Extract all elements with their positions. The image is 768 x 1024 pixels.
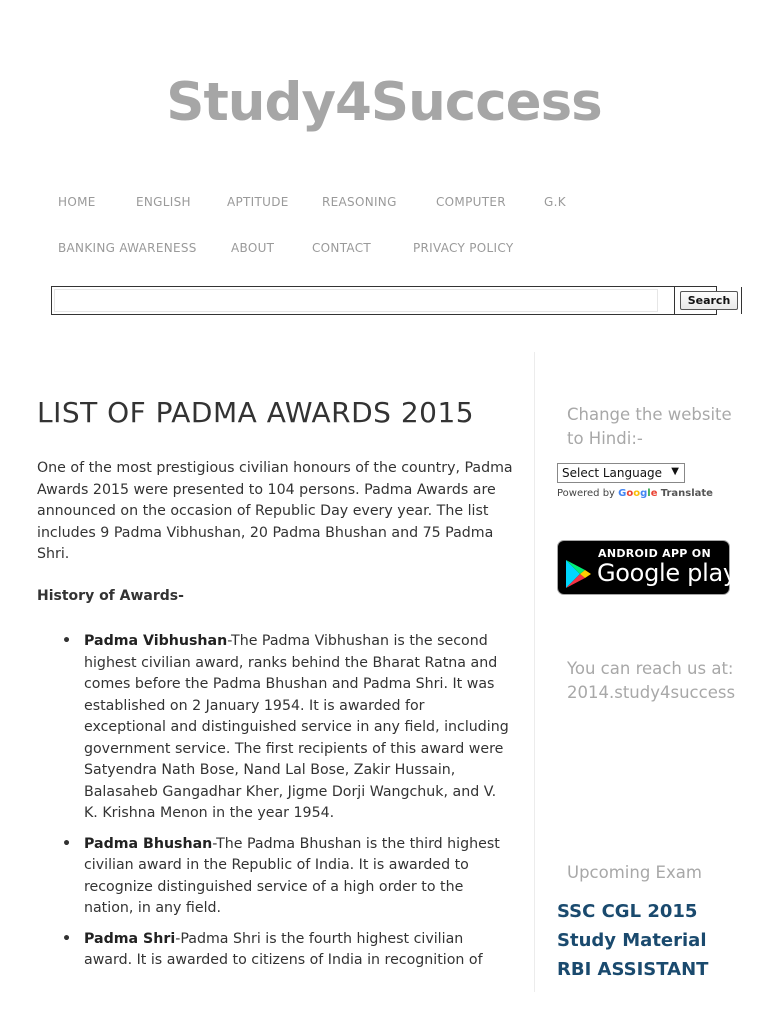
search-divider [674, 287, 675, 314]
award-description: -The Padma Bhushan is the third highest civilian award in the Republic of India. It is awarded to recognize distinguished service of a high order to the nation, in any field. [84, 835, 500, 916]
powered-by-google-translate[interactable] [557, 488, 713, 499]
google-logo-letter: o [626, 488, 634, 499]
google-play-badge[interactable] [557, 540, 737, 595]
award-name: Padma Shri [84, 930, 176, 947]
language-select[interactable] [557, 463, 685, 483]
nav-banking-awareness[interactable]: BANKING AWARENESS [58, 241, 197, 255]
sidebar-upcoming-heading: Upcoming Exam [567, 863, 702, 882]
nav-gk[interactable]: G.K [544, 195, 566, 209]
nav-contact[interactable]: CONTACT [312, 241, 372, 255]
badge-small-text: ANDROID APP ON [598, 547, 711, 560]
sidebar-reach-heading: You can reach us at: 2014.study4success [567, 659, 736, 702]
nav-about[interactable]: ABOUT [231, 241, 275, 255]
search-input[interactable] [54, 289, 658, 312]
award-name: Padma Bhushan [84, 835, 213, 852]
bullet-icon: • [62, 930, 72, 947]
google-logo-letter: G [618, 488, 627, 499]
search-divider [741, 287, 742, 314]
sidebar-hindi-heading: Change the website to Hindi:- [567, 405, 732, 448]
award-name: Padma Vibhushan [84, 633, 228, 649]
nav-aptitude[interactable]: APTITUDE [227, 195, 289, 209]
badge-big-text: Google play [597, 559, 737, 587]
list-item [62, 929, 510, 972]
list-item [62, 834, 510, 920]
nav-home[interactable]: HOME [58, 195, 96, 209]
exam-link-ssc-cgl[interactable]: SSC CGL 2015 [557, 901, 698, 922]
post-title: LIST OF PADMA AWARDS 2015 [37, 396, 475, 429]
award-description: -The Padma Vibhushan is the second highest civilian award, ranks behind the Bharat Ratna and comes before the Padma Bhushan and Padma Shri. It was established on 2 January 1954. It is awarded for exceptional and distinguished service in any field, including government service. The first recipients of this award were Satyendra Nath Bose, Nand Lal Bose, Zakir Hussain, Balasaheb Gangadhar Kher, Jigme Dorji Wangchuk, and V. K. Krishna Menon in the year 1954. [84, 633, 509, 821]
google-logo-letter: l [647, 488, 651, 499]
nav-english[interactable]: ENGLISH [136, 195, 191, 209]
language-select-value: Select Language [562, 466, 663, 480]
list-item [62, 631, 510, 825]
google-logo-letter: e [650, 488, 658, 499]
post-intro: One of the most prestigious civilian honours of the country, Padma Awards 2015 were presented to 104 persons. Padma Awards are announced on the occasion of Republic Day every year. The list includes 9 Padma Vibhushan, 20 Padma Bhushan and 75 Padma Shri. [37, 460, 513, 562]
google-logo-letter: o [633, 488, 641, 499]
nav-privacy-policy[interactable]: PRIVACY POLICY [413, 241, 514, 255]
bullet-icon: • [62, 835, 72, 852]
award-description: -Padma Shri is the fourth highest civilian award. It is awarded to citizens of India in recognition of [84, 930, 483, 968]
search-bar [51, 286, 731, 315]
nav-computer[interactable]: COMPUTER [436, 195, 506, 209]
powered-by-label: Powered by [557, 488, 615, 499]
translate-label: Translate [660, 488, 713, 499]
bullet-icon: • [62, 633, 72, 649]
history-heading: History of Awards- [37, 588, 184, 604]
google-logo-letter: g [640, 488, 648, 499]
awards-list [62, 631, 510, 981]
site-title[interactable]: Study4Success [166, 72, 602, 133]
search-button[interactable]: Search [680, 291, 738, 310]
nav-reasoning[interactable]: REASONING [322, 195, 397, 209]
exam-link-rbi-assistant[interactable]: RBI ASSISTANT [557, 959, 709, 980]
sidebar-divider [534, 352, 535, 992]
dropdown-arrow-icon: ▼ [671, 466, 679, 477]
google-play-icon [564, 559, 592, 589]
exam-link-study-material[interactable]: Study Material [557, 930, 707, 951]
exam-links [557, 897, 708, 984]
